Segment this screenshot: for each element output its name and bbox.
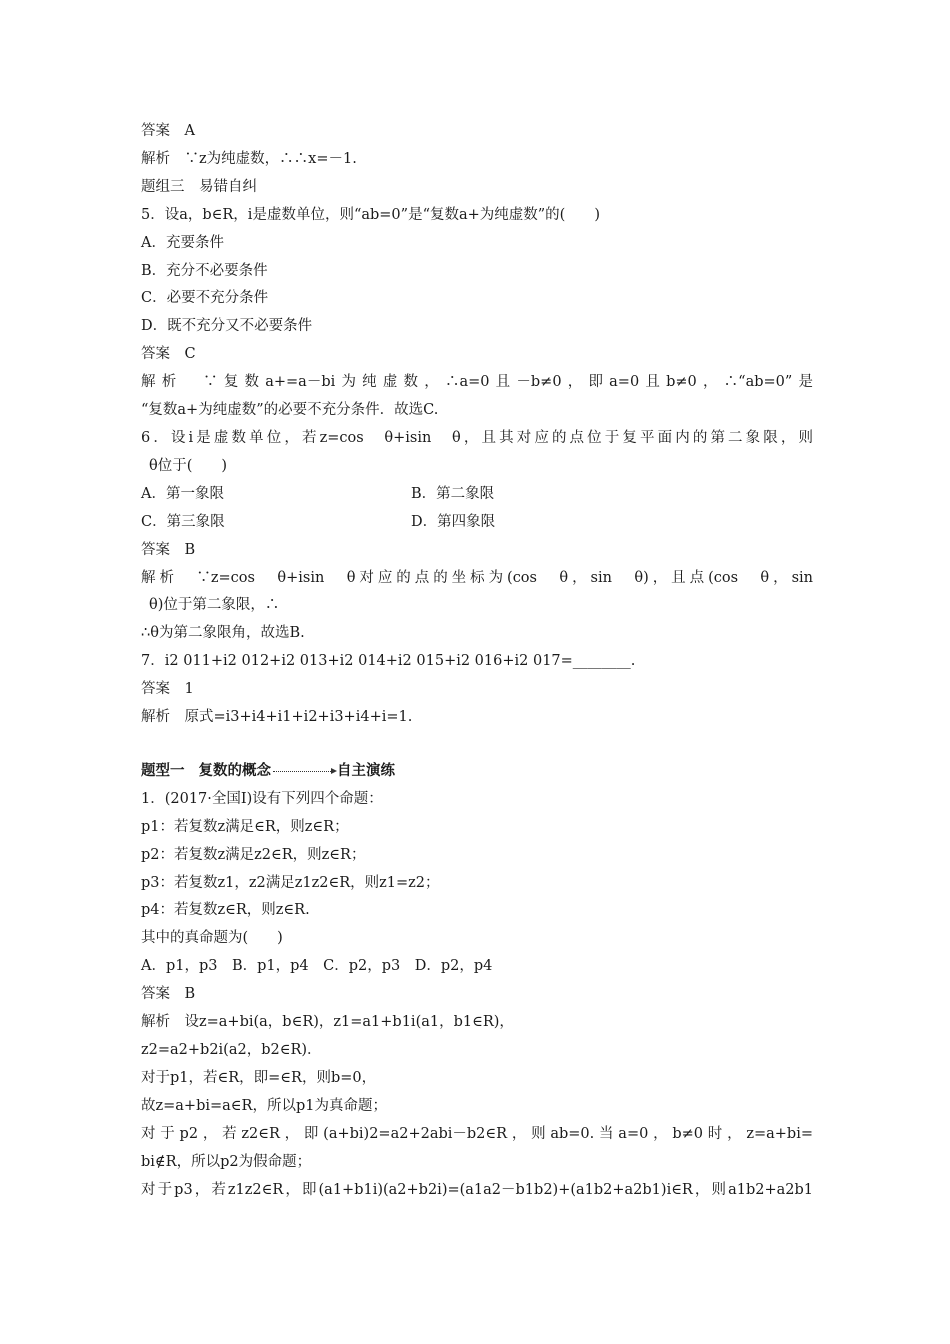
question-1: 1．(2017·全国Ⅰ)设有下列四个命题： (141, 790, 383, 807)
answer-label: 答案 C (141, 346, 196, 363)
section-title-a: 题型一 (141, 762, 185, 779)
question-5: 5．设a，b∈R，i是虚数单位，则“ab=0”是“复数a+为纯虚数”的( ) (141, 206, 600, 223)
proposition: p4：若复数z∈R，则z∈R. (141, 902, 310, 919)
proposition: p1：若复数z满足∈R，则z∈R； (141, 818, 349, 835)
question-7: 7．i2 011+i2 012+i2 013+i2 014+i2 015+i2 016+i2 017=________. (141, 653, 636, 670)
analysis-text: 解析 原式=i3+i4+i1+i2+i3+i4+i=1. (141, 709, 413, 726)
section-heading (141, 758, 813, 786)
analysis-text: z2=a2+b2i(a2，b2∈R)． (141, 1042, 322, 1058)
option-b: B．充分不必要条件 (141, 262, 268, 279)
options-line: A．p1，p3 B．p1，p4 C．p2，p3 D．p2，p4 (141, 958, 493, 975)
analysis-text: θ)位于第二象限，∴ (149, 597, 280, 614)
question-6-cont: θ位于( ) (149, 457, 228, 474)
document-body (141, 118, 813, 1204)
answer-label: 答案 1 (141, 681, 194, 698)
answer-label: 答案 B (141, 986, 196, 1003)
analysis-text: “复数a+为纯虚数”的必要不充分条件．故选C. (141, 402, 439, 419)
analysis-text: 对于p1，若∈R，即=∈R，则b=0， (141, 1069, 377, 1086)
analysis-text: 解析 ∵z为纯虚数，∴∴x=－1. (141, 150, 357, 167)
section-tag: 自主演练 (337, 762, 395, 779)
analysis-text: 解析 ∵z=cos θ+isin θ对应的点的坐标为(cos θ，sin θ)，且点(cos θ，sin (141, 569, 813, 586)
analysis-text: 故z=a+bi=a∈R，所以p1为真命题； (141, 1097, 387, 1114)
analysis-text: 对于p3，若z1z2∈R，即(a1+b1i)(a2+b2i)=(a1a2－b1b2)+(a1b2+a2b1)i∈R，则a1b2+a2b1 (141, 1181, 813, 1198)
option-a: A．第一象限 (141, 485, 224, 502)
spacer (141, 732, 813, 758)
question-prompt: 其中的真命题为( ) (141, 930, 283, 947)
proposition: p3：若复数z1，z2满足z1z2∈R，则z1=z2； (141, 874, 440, 891)
analysis-text: 对于p2，若z2∈R，即(a+bi)2=a2+2abi－b2∈R，则ab=0.当a=0，b≠0时，z=a+bi= (141, 1125, 813, 1142)
options-row (141, 481, 813, 509)
option-d: D．第四象限 (411, 513, 496, 530)
option-d: D．既不充分又不必要条件 (141, 318, 313, 335)
proposition: p2：若复数z满足z2∈R，则z∈R； (141, 846, 366, 863)
analysis-text: 解析 设z=a+bi(a，b∈R)，z1=a1+b1i(a1，b1∈R)， (141, 1014, 514, 1031)
option-b: B．第二象限 (411, 485, 495, 502)
option-c: C．第三象限 (141, 513, 225, 530)
analysis-text: ∴θ为第二象限角，故选B. (141, 625, 305, 642)
option-c: C．必要不充分条件 (141, 290, 269, 307)
options-row (141, 509, 813, 537)
option-a: A．充要条件 (141, 234, 224, 251)
question-6: 6．设i是虚数单位，若z=cos θ+isin θ，且其对应的点位于复平面内的第二象限，则 (141, 429, 813, 446)
group-heading: 题组三 易错自纠 (141, 178, 257, 195)
section-title-b: 复数的概念 (198, 762, 271, 779)
analysis-text: bi∉R，所以p2为假命题； (141, 1153, 312, 1170)
answer-label: 答案 A (141, 123, 195, 139)
analysis-text: 解析 ∵复数a+=a－bi为纯虚数，∴a=0且－b≠0，即a=0且b≠0，∴“ab=0”是 (141, 374, 813, 391)
arrow-right-icon (273, 771, 335, 772)
answer-label: 答案 B (141, 541, 196, 558)
